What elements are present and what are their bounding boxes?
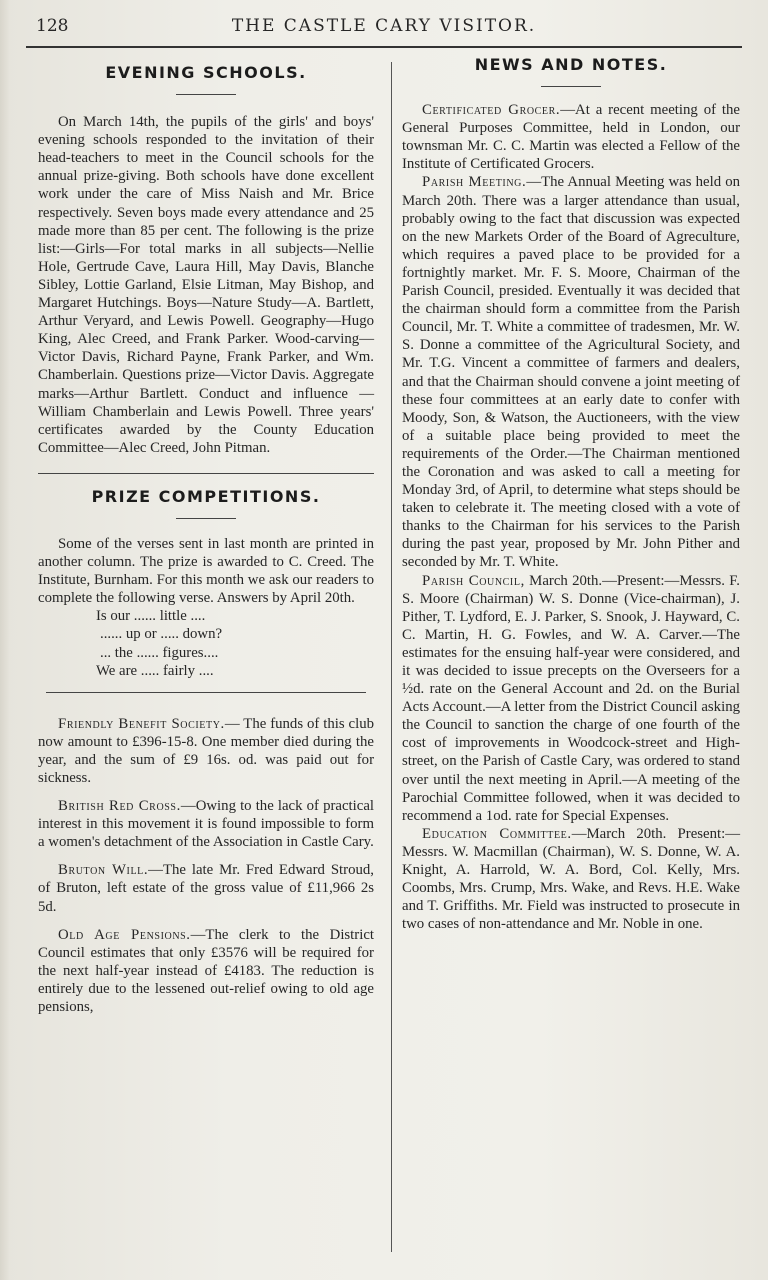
parish-meeting-paragraph (402, 173, 740, 571)
friendly-society-title: Friendly Benefit Society. (58, 715, 225, 732)
verse-line: ... the ...... figures.... (100, 644, 219, 661)
news-and-notes-heading: NEWS AND NOTES. (474, 55, 668, 74)
education-committee-title: Education Committee. (422, 825, 572, 842)
red-cross-title: British Red Cross. (58, 798, 181, 815)
evening-schools-text: On March 14th, the pupils of the girls' and boys' evening schools responded to the invitation of their head-teachers to meet in the Council schools for the annual prize-giving. Both schools have done excellent work under the care of Miss Naish and Mr. Brice respectively. Seven boys made every attendance and 25 made more than 85 per cent. The following is the prize list:—Girls—For total marks in all subjects—Nellie Hole, Gertrude Cave, Laura Hill, May Davis, Blanche Sibley, Lottie Garland, Elsie Litman, May Bishop, and Margaret Hutchings. Boys—Nature Study—A. Bartlett, Arthur Veryard, and Lewis Powell. Geography—Hugo King, Alec Creed, and Frank Parker. Wood-carving—Victor Davis, Richard Payne, Frank Parker, and Wm. Chamberlain. Questions prize—Victor Davis. Aggregate marks—Arthur Bartlett. Conduct and influence — William Chamberlain and Lewis Powell. Three years' certificates awarded by the County Education Committee—Alec Creed, John Pitman. (38, 114, 374, 456)
parish-council-text: March 20th.—Present:—Messrs. F. S. Moore (Chairman) W. S. Donne (Vice-chairman), J. Pither, T. Lydford, E. J. Parker, S. Snook, J. Hayward, C. C. Martin, H. G. Fowles, and W. A. Carver.—The estimates for the ensuing half-year were considered, and it was decided to issue precepts on the Overseers for a ½d. rate on the General Account and 2d. on the Burial Acts Account.—A letter from the District Council asking the Council to sanction the charge of one fourth of the cost of improvements in Woodcock-street and High-street, on the Parish of Castle Cary, was ordered to stand over until the next meeting in April.—A meeting of the Parochial Committee followed, when it was decided to recommend a 1od. rate for Special Expenses. (402, 572, 740, 824)
red-cross-paragraph (38, 797, 374, 851)
verse (38, 607, 374, 679)
right-column (402, 48, 740, 933)
running-title: THE CASTLE CARY VISITOR. (231, 16, 537, 36)
old-age-pensions-paragraph (38, 926, 374, 1016)
parish-meeting-title: Parish Meeting. (422, 174, 527, 191)
parish-council-title: Parish Council, (422, 572, 525, 589)
education-committee-paragraph (402, 825, 740, 934)
parish-meeting-text: —The Annual Meeting was held on March 20th. There was a larger attendance than usual, probably owing to the fact that discussion was expected on the new Markets Order of the Board of Agreculture, which requires a paved place to be provided for a fortnightly market. Mr. F. S. Moore, Chairman of the Parish Council, presided. Eventually it was decided that the chairman should form a committee from the Parish Council, Mr. T. White a committee of tradesmen, Mr. W. S. Donne a committee of the Agricultural Society, and Mr. T.G. Vincent a committee of farmers and dealers, and that the Chairman should convene a joint meeting of these four committees at an early date to confer with Moody, Son, & Watson, the Auctioneers, with the view of a suitable place being provided to meet the requirements of the Order.—The Chairman mentioned the Coronation and was asked to call a meeting for Monday 3rd, of April, to determine what steps should be taken to celebrate it. The meeting closed with a vote of thanks to the Chairman for his services to the Parish during the past year, proposed by Mr. John Pither and seconded by Mr. T. White. (402, 174, 741, 571)
page-header (26, 8, 742, 42)
page-edge-shadow (0, 0, 10, 1280)
verse-line: ...... up or ..... down? (100, 626, 223, 643)
bruton-will-title: Bruton Will. (58, 862, 149, 879)
prize-competitions-text: Some of the verses sent in last month are printed in another column. The prize is awarded to C. Creed. The Institute, Burnham. For this month we ask our readers to complete the following verse. Answers by April 20th. (38, 535, 374, 607)
old-age-pensions-title: Old Age Pensions. (58, 926, 191, 943)
education-committee-text: —March 20th. Present:—Messrs. W. Macmillan (Chairman), W. S. Donne, W. A. Knight, A. Harrold, W. A. Bord, Col. Kelly, Mrs. Coombs, Mrs. Crump, Mrs. Wake, and Revs. H.E. Wake and T. Griffiths. Mr. Field was instructed to prosecute in two cases of non-attendance and Mr. Noble in one. (402, 825, 740, 933)
prize-competitions-heading: PRIZE COMPETITIONS. (91, 486, 321, 506)
evening-schools-heading: EVENING SCHOOLS. (105, 63, 307, 82)
old-age-pensions-text: —The clerk to the District Council estimates that only £3576 will be required for the next half-year instead of £4183. The reduction is entirely due to the lessened out-relief owing to old age pensions, (38, 926, 375, 1016)
page-number: 128 (36, 16, 69, 36)
certificated-grocer-title: Certificated Grocer. (422, 102, 561, 119)
bruton-will-text: —The late Mr. Fred Edward Stroud, of Bruton, left estate of the gross value of £11,966 2s 5d. (38, 862, 374, 915)
column-divider (391, 62, 392, 1252)
left-column (38, 48, 374, 1016)
verse-line: We are ..... fairly .... (96, 662, 214, 679)
friendly-society-paragraph (38, 715, 374, 787)
friendly-society-text: — The funds of this club now amount to £396-15-8. One member died during the year, and the sum of £9 16s. od. was paid out for sickness. (38, 715, 375, 786)
certificated-grocer-paragraph (402, 101, 740, 173)
verse-line: Is our ...... little .... (96, 608, 206, 625)
certificated-grocer-text: —At a recent meeting of the General Purposes Committee, held in London, our townsman Mr. C. C. Martin was elected a Fellow of the Institute of Certificated Grocers. (402, 102, 740, 173)
red-cross-text: —Owing to the lack of practical interest in this movement it is found impossible to form a women's detachment of the Association in Castle Cary. (38, 798, 374, 851)
parish-council-paragraph (402, 572, 740, 825)
bruton-will-paragraph (38, 861, 374, 915)
